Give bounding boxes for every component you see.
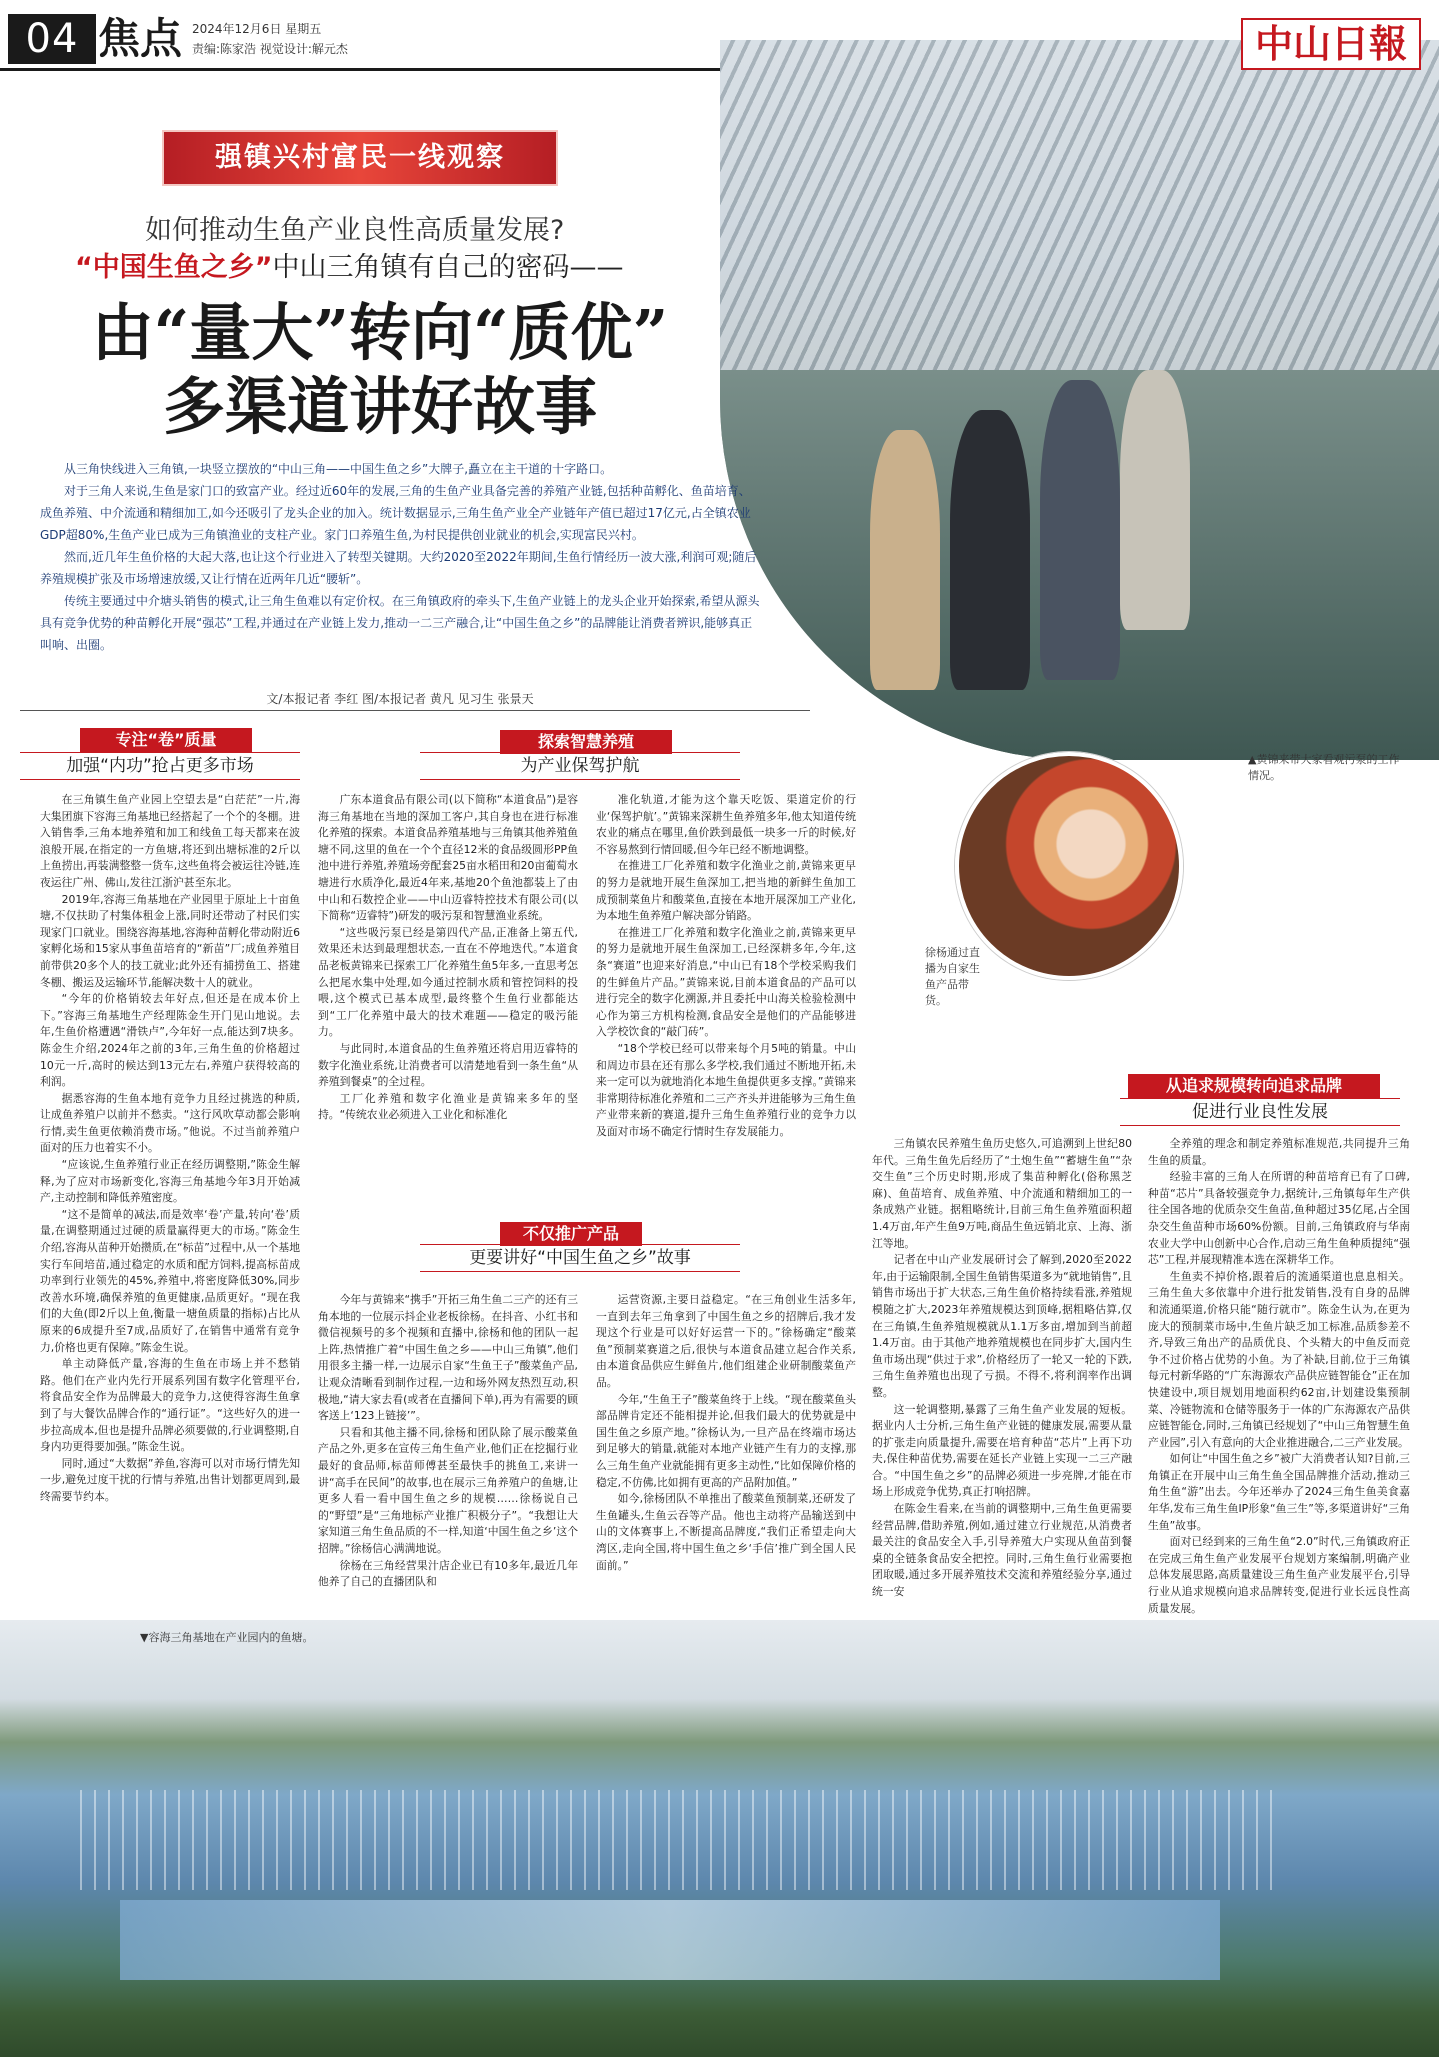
byline: 文/本报记者 李红 图/本报记者 黄凡 见习生 张景天 <box>266 692 534 706</box>
person-figure <box>1120 370 1190 630</box>
column-paragraph: 全养殖的理念和制定养殖标准规范,共同提升三角生鱼的质量。 <box>1148 1137 1410 1167</box>
pond-net <box>80 1790 1280 1890</box>
lead-paragraph: 然而,近几年生鱼价格的大起大落,也让这个行业进入了转型关键期。大约2020至2022年期间,生鱼行情经历一波大涨,利润可观;随后养殖规模扩张及市场增速放缓,又让行情在近两年几近“腰斩”。 <box>40 550 757 586</box>
lead-paragraph: 传统主要通过中介塘头销售的模式,让三角生鱼难以有定价权。在三角镇政府的牵头下,生鱼产业链上的龙头企业开始探索,希望从源头具有竞争优势的种苗孵化开展“强芯”工程,并通过在产业链上发力,推动一二三产融合,让“中国生鱼之乡”的品牌能让消费者辨识,能够真正叫响、出圈。 <box>40 594 760 652</box>
column-paragraph: 徐杨在三角经营果汁店企业已有10多年,最近几年他养了自己的直播团队和 <box>318 1558 578 1589</box>
column-paragraph: 在推进工厂化养殖和数字化渔业之前,黄锦来更早的努力是就地开展生鱼深加工,把当地的新鲜生鱼加工成预制菜鱼片和酸菜鱼,直接在本地开展深加工产业化,为本地生鱼养殖户解决部分销路。 <box>596 859 856 923</box>
section-title: 促进行业良性发展 <box>1120 1098 1400 1126</box>
column-paragraph: 今年与黄锦来“携手”开拓三角生鱼二三产的还有三角本地的一位展示抖企业老板徐杨。在抖音、小红书和微信视频号的多个视频和直播中,徐杨和他的团队一起上阵,热情推广着“中国生鱼之乡——中山三角镇”,他们用很多主播一样,一边展示自家“生鱼王子”酸菜鱼产品,让观众清晰看到制作过程,一边和场外网友热烈互动,积极地,“请大家去看(或者在直播间下单),再为有需要的顾客送上‘123上链接’”。 <box>318 1293 578 1423</box>
column-paragraph: 如今,徐杨团队不单推出了酸菜鱼预制菜,还研发了生鱼罐头,生鱼云吞等产品。他也主动将产品输送到中山的文体赛事上,不断提高品牌度,“我们正希望走向大湾区,走向全国,将中国生鱼之乡‘手信’推广到全国人民面前。” <box>596 1492 856 1572</box>
column-paragraph: 工厂化养殖和数字化渔业是黄锦来多年的坚持。“传统农业必须进入工业化和标准化 <box>318 1091 578 1122</box>
newspaper-logo: 中山日報 <box>1241 18 1421 70</box>
bottom-caption: ▼容海三角基地在产业园内的鱼塘。 <box>140 1631 314 1644</box>
section-title: 加强“内功”抢占更多市场 <box>20 752 300 780</box>
column-7 <box>1148 1136 1410 1622</box>
kicker-quote: “中国生鱼之乡” <box>75 252 273 283</box>
headline-line-2: 多渠道讲好故事 <box>162 370 597 443</box>
column-3 <box>596 792 856 1197</box>
column-paragraph: 准化轨道,才能为这个靠天吃饭、渠道定价的行业‘保驾护航’。”黄锦来深耕生鱼养殖多年,他太知道传统农业的痛点在哪里,鱼价跌到最低一块多一斤的时候,好不容易熬到行情回暖,但今年已经不断地调整。 <box>596 793 856 856</box>
kicker-rest: 中山三角镇有自己的密码—— <box>272 252 624 283</box>
column-paragraph: 记者在中山产业发展研讨会了解到,2020至2022年,由于运输限制,全国生鱼销售渠道多为“就地销售”,且销售市场出于扩大状态,三角生鱼价格持续看涨,养殖规模随之扩大,2023年养殖规模达到顶峰,据粗略估算,仅在三角镇,生鱼养殖规模就从1.1万多亩,增加到当前超1.4万亩。由于其他产地养殖规模也在同步扩大,国内生鱼市场出现“供过于求”,价格经历了一轮又一轮的下跌,三角生鱼养殖也出现了亏损。不得不,将利润率作出调整。 <box>872 1253 1132 1399</box>
page-number: 04 <box>8 14 96 64</box>
circle-caption: 徐杨通过直播为自家生鱼产品带货。 <box>925 946 980 1007</box>
headline-line-1: 由“量大”转向“质优” <box>91 296 669 369</box>
column-paragraph: 与此同时,本道食品的生鱼养殖还将启用迈睿特的数字化渔业系统,让消费者可以清楚地看到一条生鱼“从养殖到餐桌”的全过程。 <box>318 1041 578 1089</box>
kicker-subtitle <box>75 245 624 284</box>
greenhouse-roof <box>720 40 1439 370</box>
column-6 <box>872 1136 1132 1622</box>
column-paragraph: 生鱼卖不掉价格,跟着后的流通渠道也息息相关。三角生鱼大多依靠中介进行批发销售,没有自身的品牌和流通渠道,价格只能“随行就市”。陈金生认为,在更为庞大的预制菜市场中,生鱼片缺乏加工标准,品质参差不齐,导致三角出产的品质优良、个头精大的中鱼反而竞争不过价格占优势的小鱼。为了补缺,目前,位于三角镇每元村新华路的“广东海源农产品供应链智能仓”正在加快建设中,项目规划用地面积约62亩,计划建设集预制菜、冷链物流和仓储等服务于一体的广东海源农产品供应链智能仓,同时,三角镇已经规划了“中山三角智慧生鱼产业园”,引入有意向的大企业推进融合,二三产业发展。 <box>1148 1269 1410 1449</box>
person-figure <box>870 430 940 690</box>
hero-caption: ▲黄锦来带大家看观污泵的工作情况。 <box>1248 753 1400 782</box>
column-paragraph: 据悉容海的生鱼本地有竞争力且经过挑选的种质,让成鱼养殖户以前并不愁卖。“这行风吹草动都会影响行情,卖生鱼更依赖消费市场。”他说。不过当前养殖户面对的压力也着实不小。 <box>40 1091 300 1155</box>
column-paragraph: 广东本道食品有限公司(以下简称“本道食品”)是容海三角基地在当地的深加工客户,其自身也在进行标准化养殖的探索。本道食品养殖基地与三角镇其他养殖鱼塘不同,这里的鱼在一个个直径12米的食品级圆形PP鱼池中进行养殖,养殖场旁配套25亩水稻田和20亩葡萄水塘进行水质净化,最近4年来,基地20个鱼池都装上了由中山和石数控企业——中山迈睿特控技术有限公司(以下简称“迈睿特”)研发的吸污泵和智慧渔业系统。 <box>318 793 578 923</box>
column-paragraph: 面对已经到来的三角生鱼“2.0”时代,三角镇政府正在完成三角生鱼产业发展平台规划方案编制,明确产业总体发展思路,高质量建设三角生鱼产业发展平台,引导行业从追求规模向追求品牌转变,促进行业长远良性高质量发展。 <box>1148 1535 1410 1615</box>
column-paragraph: “18个学校已经可以带来每个月5吨的销量。中山和周边市县在还有那么多学校,我们通过不断地开拓,未来一定可以为就地消化本地生鱼提供更多支撑。”黄锦来非常期待标准化养殖和二三产齐头并进能够为三角生鱼产业带来新的赛道,提升三角生鱼养殖行业的竞争力以及面对市场不确定行情时生存发展能力。 <box>596 1041 856 1138</box>
column-paragraph: “这不是简单的减法,而是效率‘卷’产量,转向‘卷’质量,在调整期通过过硬的质量赢得更大的市场。”陈金生介绍,容海从苗种开始攒质,在“标苗”过程中,从一个基地实行车间培苗,通过稳定的水质和配方饲料,提高标苗成功率到行业领先的45%,养殖中,将密度降低30%,同步改善水环境,确保养殖的鱼更健康,品质更好。“现在我们的大鱼(即2斤以上鱼,衡量一塘鱼质量的指标)占比从原来的6成提升至7成,品质好了,在销售中通常有竞争力,价格也更有保障。”陈金生说。 <box>40 1207 300 1354</box>
column-paragraph: 经验丰富的三角人在所谓的种苗培育已有了口碑,种苗“芯片”具备较强竞争力,据统计,三角镇每年生产供往全国各地的优质杂交生鱼苗,鱼种超过35亿尾,占全国杂交生鱼苗种市场60%份额。目前,三角镇政府与华南农业大学中山创新中心合作,启动三角生鱼种质提纯“强芯”工程,并展现精准本选在深耕华工作。 <box>1148 1170 1410 1267</box>
pond-water <box>120 1900 1220 1980</box>
hero-photo <box>720 40 1439 760</box>
section-tag: 从追求规模转向追求品牌 <box>1128 1074 1380 1098</box>
column-paragraph: 在三角镇生鱼产业园上空望去是“白茫茫”一片,海大集团旗下容海三角基地已经搭起了一个个的冬棚。进入销售季,三角本地养殖和加工和线鱼工每天都来在波浪般开展,在指定的一方鱼塘,将还到出塘标准的2斤以上鱼捞出,再装满整整一货车,这些鱼将会被运往冷链,连夜运往广州、佛山,发往江浙沪甚至东北。 <box>40 793 300 889</box>
series-banner: 强镇兴村富民一线观察 <box>162 130 558 186</box>
kicker-question: 如何推动生鱼产业良性高质量发展? <box>145 215 565 246</box>
lead-paragraphs <box>40 458 760 656</box>
column-paragraph: 三角镇农民养殖生鱼历史悠久,可追溯到上世纪80年代。三角生鱼先后经历了“土炮生鱼”“蓄塘生鱼”“杂交生鱼”三个历史时期,形成了集苗种孵化(俗称黑芝麻)、鱼苗培育、成鱼养殖、中介流通和精细加工的一条成熟产业链。据粗略统计,目前三角生鱼养殖面积超1.4万亩,年产生鱼9万吨,商品生鱼远销北京、上海、浙江等地。 <box>872 1137 1132 1250</box>
column-paragraph: “这些吸污泵已经是第四代产品,正准备上第五代,效果还未达到最理想状态,一直在不停地迭代。”本道食品老板黄锦来已探索工厂化养殖生鱼5年多,一直思考怎么把尾水集中处理,如今通过控制水质和管控饲料的投喂,这个模式已基本成型,最终整个生鱼行业都能达到“工厂化养殖中最大的技术难题——稳定的吸污能力。 <box>318 925 578 1039</box>
column-paragraph: 这一轮调整期,暴露了三角生鱼产业发展的短板。据业内人士分析,三角生鱼产业链的健康发展,需要从量的扩张走向质量提升,需要在培育种苗“芯片”上再下功夫,保住种苗优势,需要在延长产业链上实现一二三产融合。“中国生鱼之乡”的品牌必须进一步亮牌,才能在市场上形成竞争优势,真正打响招牌。 <box>872 1402 1132 1499</box>
section-title: 更要讲好“中国生鱼之乡”故事 <box>420 1244 740 1272</box>
column-2 <box>318 792 578 1197</box>
column-paragraph: 同时,通过“大数据”养鱼,容海可以对市场行情先知一步,避免过度干扰的行情与养殖,出售计划都更周到,最终需要节约本。 <box>40 1456 300 1503</box>
column-paragraph: 单主动降低产量,容海的生鱼在市场上并不愁销路。他们在产业内先行开展系列国有数字化管理平台,将食品安全作为品牌最大的竞争力,这使得容海生鱼拿到了与大餐饮品牌合作的“通行证”。“这些好久的进一步拉高成本,但也是提升品牌必须要做的,行业调整期,自身内功更得要加强。”陈金生说。 <box>40 1357 300 1454</box>
column-paragraph: “应该说,生鱼养殖行业正在经历调整期,”陈金生解释,为了应对市场新变化,容海三角基地今年3月开始减产,主动控制和降低养殖密度。 <box>40 1158 300 1205</box>
byline-rule <box>20 710 810 711</box>
column-paragraph: 今年,“生鱼王子”酸菜鱼终于上线。“现在酸菜鱼头部品牌肯定还不能相提并论,但我们最大的优势就是中国生鱼之乡原产地。”徐杨认为,一旦产品在终端市场达到足够大的销量,就能对本地产业链产生有力的支撑,那么三角生鱼产业就能拥有更多主动性,“比如保障价格的稳定,不仿佛,比如拥有更高的产品附加值。” <box>596 1392 856 1489</box>
column-paragraph: 在陈金生看来,在当前的调整期中,三角生鱼更需要经营品牌,借助养殖,例如,通过建立行业规范,从消费者最关注的食品安全入手,引导养殖大户实现从鱼苗到餐桌的全链条食品安全把控。同时,三角生鱼行业需要抱团取暖,通过多开展养殖技术交流和养殖经验分享,通过统一安 <box>872 1502 1132 1599</box>
column-4 <box>318 1292 578 1622</box>
livestream-photo <box>955 752 1183 980</box>
column-paragraph: 如何让“中国生鱼之乡”被广大消费者认知?目前,三角镇正在开展中山三角生鱼全国品牌推介活动,推动三角生鱼“游”出去。今年还举办了2024三角生鱼美食嘉年华,发布三角生鱼IP形象“鱼三生”等,多渠道讲好“三角生鱼”故事。 <box>1148 1452 1410 1532</box>
person-figure <box>950 410 1030 690</box>
section-tag: 探索智慧养殖 <box>500 730 672 754</box>
column-paragraph: 2019年,容海三角基地在产业园里于原址上十亩鱼塘,不仅扶助了村集体租金上涨,同时还带动了村民们实现家门口就业。围绕容海基地,容海种苗孵化带动附近6家孵化场和15家从事鱼苗培育的“新苗”厂;成鱼养殖目前带供20多个人的技工就业;此外还有捕捞鱼工、搭建冬棚、搬运及运输环节,能解决数十人的就业。 <box>40 892 300 989</box>
lead-paragraph: 从三角快线进入三角镇,一块竖立摆放的“中山三角——中国生鱼之乡”大牌子,矗立在主干道的十字路口。 <box>64 462 613 476</box>
column-paragraph: 运营资源,主要日益稳定。“在三角创业生活多年,一直到去年三角拿到了中国生鱼之乡的招牌后,我才发现这个行业是可以好好运营一下的。”徐杨确定“酸菜鱼”预制菜赛道之后,很快与本道食品建立起合作关系,由本道食品供应生鲜鱼片,他们组建企业研制酸菜鱼产品。 <box>596 1293 856 1389</box>
column-paragraph: 只看和其他主播不同,徐杨和团队除了展示酸菜鱼产品之外,更多在宣传三角生鱼产业,他们正在挖掘行业最好的食品师,标苗师傅甚至最快手的挑鱼工,来讲一讲“高手在民间”的故事,也在展示三角养殖户的鱼塘,让更多人看一看中国生鱼之乡的规模……徐杨说自己的“野望”是“三角地标产业推广积极分子”。“我想让大家知道三角生鱼品质的不一样,知道‘中国生鱼之乡’这个招牌。”徐杨信心满满地说。 <box>318 1425 578 1555</box>
fish-pond-photo <box>0 1620 1439 2057</box>
section-tag: 不仅推广产品 <box>500 1222 642 1246</box>
section-tag: 专注“卷”质量 <box>80 728 252 752</box>
section-title: 为产业保驾护航 <box>420 752 740 780</box>
date-line: 2024年12月6日 星期五 <box>192 22 322 36</box>
column-5 <box>596 1292 856 1622</box>
section-title: 焦点 <box>98 14 183 63</box>
column-paragraph: “今年的价格销较去年好点,但还是在成本价上下。”容海三角基地生产经理陈金生开门见山地说。去年,生鱼价格遭遇“滑铁卢”,今年好一点,能达到7块多。陈金生介绍,2024年之前的3年,三角生鱼的价格超过10元一斤,高时的候达到13元左右,养殖户获得较高的利润。 <box>40 992 300 1089</box>
column-1 <box>40 792 300 1602</box>
person-figure <box>1040 380 1120 680</box>
column-paragraph: 在推进工厂化养殖和数字化渔业之前,黄锦来更早的努力是就地开展生鱼深加工,已经深耕多年,今年,这条“赛道”也迎来好消息,“中山已有18个学校采购我们的生鲜鱼片产品。”黄锦来说,目前本道食品的产品可以进行完全的数字化溯源,并且委托中山海关检验检测中心作为第三方机构检测,食品安全是他们的产品能够进入学校饮食的“敲门砖”。 <box>596 925 856 1039</box>
lead-paragraph: 对于三角人来说,生鱼是家门口的致富产业。经过近60年的发展,三角的生鱼产业具备完善的养殖产业链,包括种苗孵化、鱼苗培育、成鱼养殖、中介流通和精细加工,如今还吸引了龙头企业的加入。统计数据显示,三角生鱼产业全产业链年产值已超过17亿元,占全镇农业GDP超80%,生鱼产业已成为三角镇渔业的支柱产业。家门口养殖生鱼,为村民提供创业就业的机会,实现富民兴村。 <box>40 484 751 542</box>
editor-line: 责编:陈家浩 视觉设计:解元杰 <box>192 42 348 56</box>
